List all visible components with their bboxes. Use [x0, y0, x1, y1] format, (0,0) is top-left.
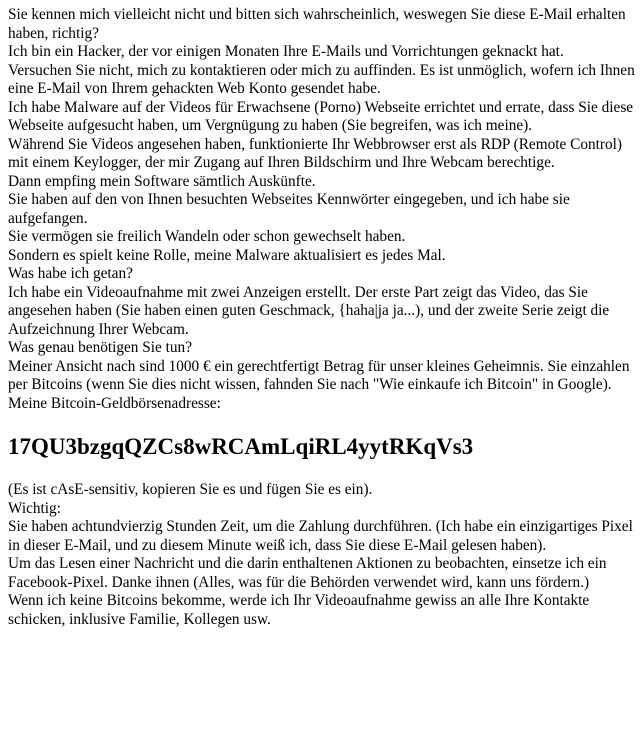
- paragraph-change-passwords: Sie vermögen sie freilich Wandeln oder schon gewechselt haben.: [8, 228, 406, 245]
- paragraph-info-received: Dann empfing mein Software sämtlich Auskünfte.: [8, 172, 316, 190]
- paragraph-malware: Ich habe Malware auf der Videos für Erwachsene (Porno) Webseite errichtet und errate, dass Sie diese Webseite aufgesucht haben, um Vergnügung zu haben (Sie begreifen, was ich meine).: [8, 98, 634, 134]
- paragraph-intro: Sie kennen mich vielleicht nicht und bitten sich wahrscheinlich, weswegen Sie diese E-Mail erhalten haben, richtig?: [8, 6, 626, 42]
- paragraph-case-sensitive: (Es ist cAsE-sensitiv, kopieren Sie es und fügen Sie es ein).: [8, 481, 373, 498]
- paragraph-wallet-label: Meine Bitcoin-Geldbörsenadresse:: [8, 394, 221, 412]
- paragraph-passwords: Sie haben auf den von Ihnen besuchten Webseites Kennwörter eingegeben, und ich habe sie aufgefangen.: [8, 191, 570, 227]
- paragraph-payment-demand: Meiner Ansicht nach sind 1000 € ein gerechtfertigt Betrag für unser kleines Geheimnis. Sie einzahlen per Bitcoins (wenn Sie dies nicht wissen, fahnden Sie nach "Wie einkaufe ich Bitcoin" in Google).: [8, 357, 630, 393]
- paragraph-what-done-heading: Was habe ich getan?: [8, 265, 133, 282]
- paragraph-no-contact: Versuchen Sie nicht, mich zu kontaktieren oder mich zu auffinden. Es ist unmöglich, wofern ich Ihnen eine E-Mail von Ihrem gehackten Web Konto gesendet habe.: [8, 61, 635, 97]
- paragraph-keylogger: Während Sie Videos angesehen haben, funktionierte Ihr Webbrowser erst als RDP (Remote Control) mit einem Keylogger, der mir Zugang auf Ihren Bildschirm und Ihre Webcam berechtige.: [8, 135, 622, 171]
- bitcoin-address[interactable]: 17QU3bzgqQZCs8wRCAmLqiRL4yytRKqVs3: [8, 434, 474, 459]
- paragraph-deadline: Sie haben achtundvierzig Stunden Zeit, um die Zahlung durchführen. (Ich habe ein einzigartiges Pixel in dieser E-Mail, und zu diesem Minute weiß ich, dass Sie diese E-Mail gelesen haben).: [8, 518, 633, 554]
- paragraph-facebook-pixel: Um das Lesen einer Nachricht und die darin enthaltenen Aktionen zu beobachten, einsetze ich ein Facebook-Pixel. Danke ihnen (Alles, was für die Behörden verwendet wird, kann uns fördern.): [8, 555, 607, 591]
- paragraph-what-needed-heading: Was genau benötigen Sie tun?: [8, 339, 192, 356]
- paragraph-malware-updates: Sondern es spielt keine Rolle, meine Malware aktualisiert es jedes Mal.: [8, 246, 446, 264]
- paragraph-important-heading: Wichtig:: [8, 499, 61, 517]
- paragraph-hacker-claim: Ich bin ein Hacker, der vor einigen Monaten Ihre E-Mails und Vorrichtungen geknackt hat.: [8, 43, 564, 60]
- paragraph-video-recording: Ich habe ein Videoaufnahme mit zwei Anzeigen erstellt. Der erste Part zeigt das Video, das Sie angesehen haben (Sie haben einen guten Geschmack, {haha|ja ja...), und der zweite Serie zeigt die Aufzeichnung Ihrer Webcam.: [8, 283, 610, 338]
- paragraph-threat: Wenn ich keine Bitcoins bekomme, werde ich Ihr Videoaufnahme gewiss an alle Ihre Kontakte schicken, inklusive Familie, Kollegen usw.: [8, 592, 590, 628]
